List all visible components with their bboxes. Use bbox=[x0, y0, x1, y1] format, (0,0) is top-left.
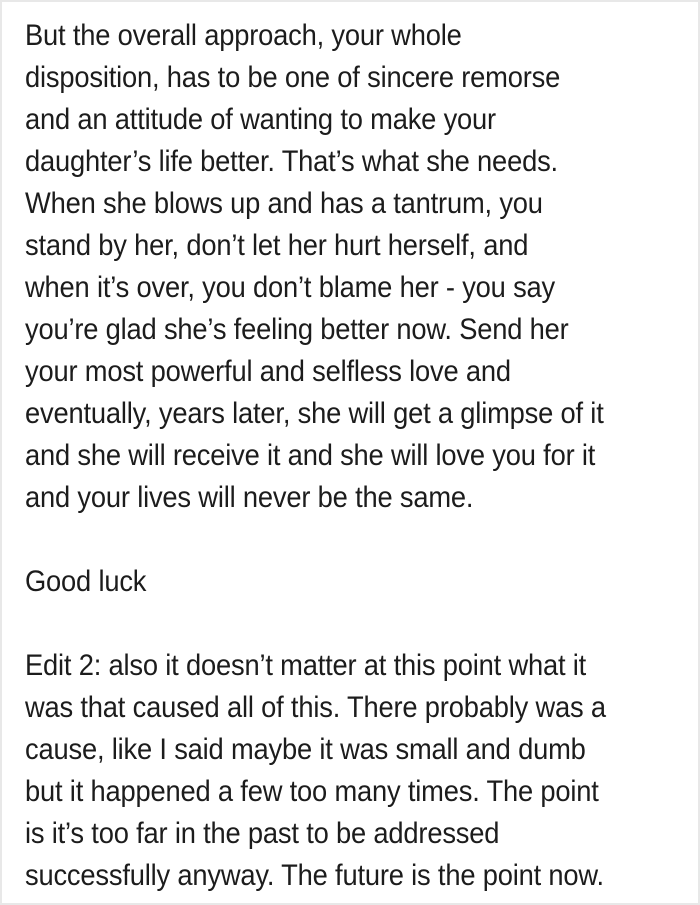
text-line: Good luck bbox=[25, 565, 147, 598]
text-line: eventually, years later, she will get a glimpse of it bbox=[25, 397, 604, 430]
text-line: cause, like I said maybe it was small and dumb bbox=[25, 733, 586, 766]
paragraph-signoff bbox=[25, 561, 637, 603]
text-line: was that caused all of this. There probably was a bbox=[25, 691, 606, 724]
text-line: successfully anyway. The future is the point now. bbox=[25, 859, 604, 892]
text-line: and she will receive it and she will love you for it bbox=[25, 439, 596, 472]
text-line: you’re glad she’s feeling better now. Send her bbox=[25, 313, 569, 346]
paragraph-body bbox=[25, 15, 637, 519]
text-line: and an attitude of wanting to make your bbox=[25, 103, 496, 136]
text-line: Edit 2: also it doesn’t matter at this point what it bbox=[25, 649, 587, 682]
text-line: when it’s over, you don’t blame her - you say bbox=[25, 271, 556, 304]
text-line: disposition, has to be one of sincere remorse bbox=[25, 61, 561, 94]
comment-text-block bbox=[25, 15, 637, 897]
text-line: is it’s too far in the past to be addressed bbox=[25, 817, 500, 850]
text-line: and your lives will never be the same. bbox=[25, 481, 474, 514]
text-line: But the overall approach, your whole bbox=[25, 19, 462, 52]
text-line: daughter’s life better. That’s what she needs. bbox=[25, 145, 558, 178]
text-line: your most powerful and selfless love and bbox=[25, 355, 511, 388]
paragraph-edit bbox=[25, 645, 637, 897]
text-line: stand by her, don’t let her hurt herself, and bbox=[25, 229, 529, 262]
text-line: When she blows up and has a tantrum, you bbox=[25, 187, 543, 220]
text-line: but it happened a few too many times. The point bbox=[25, 775, 599, 808]
